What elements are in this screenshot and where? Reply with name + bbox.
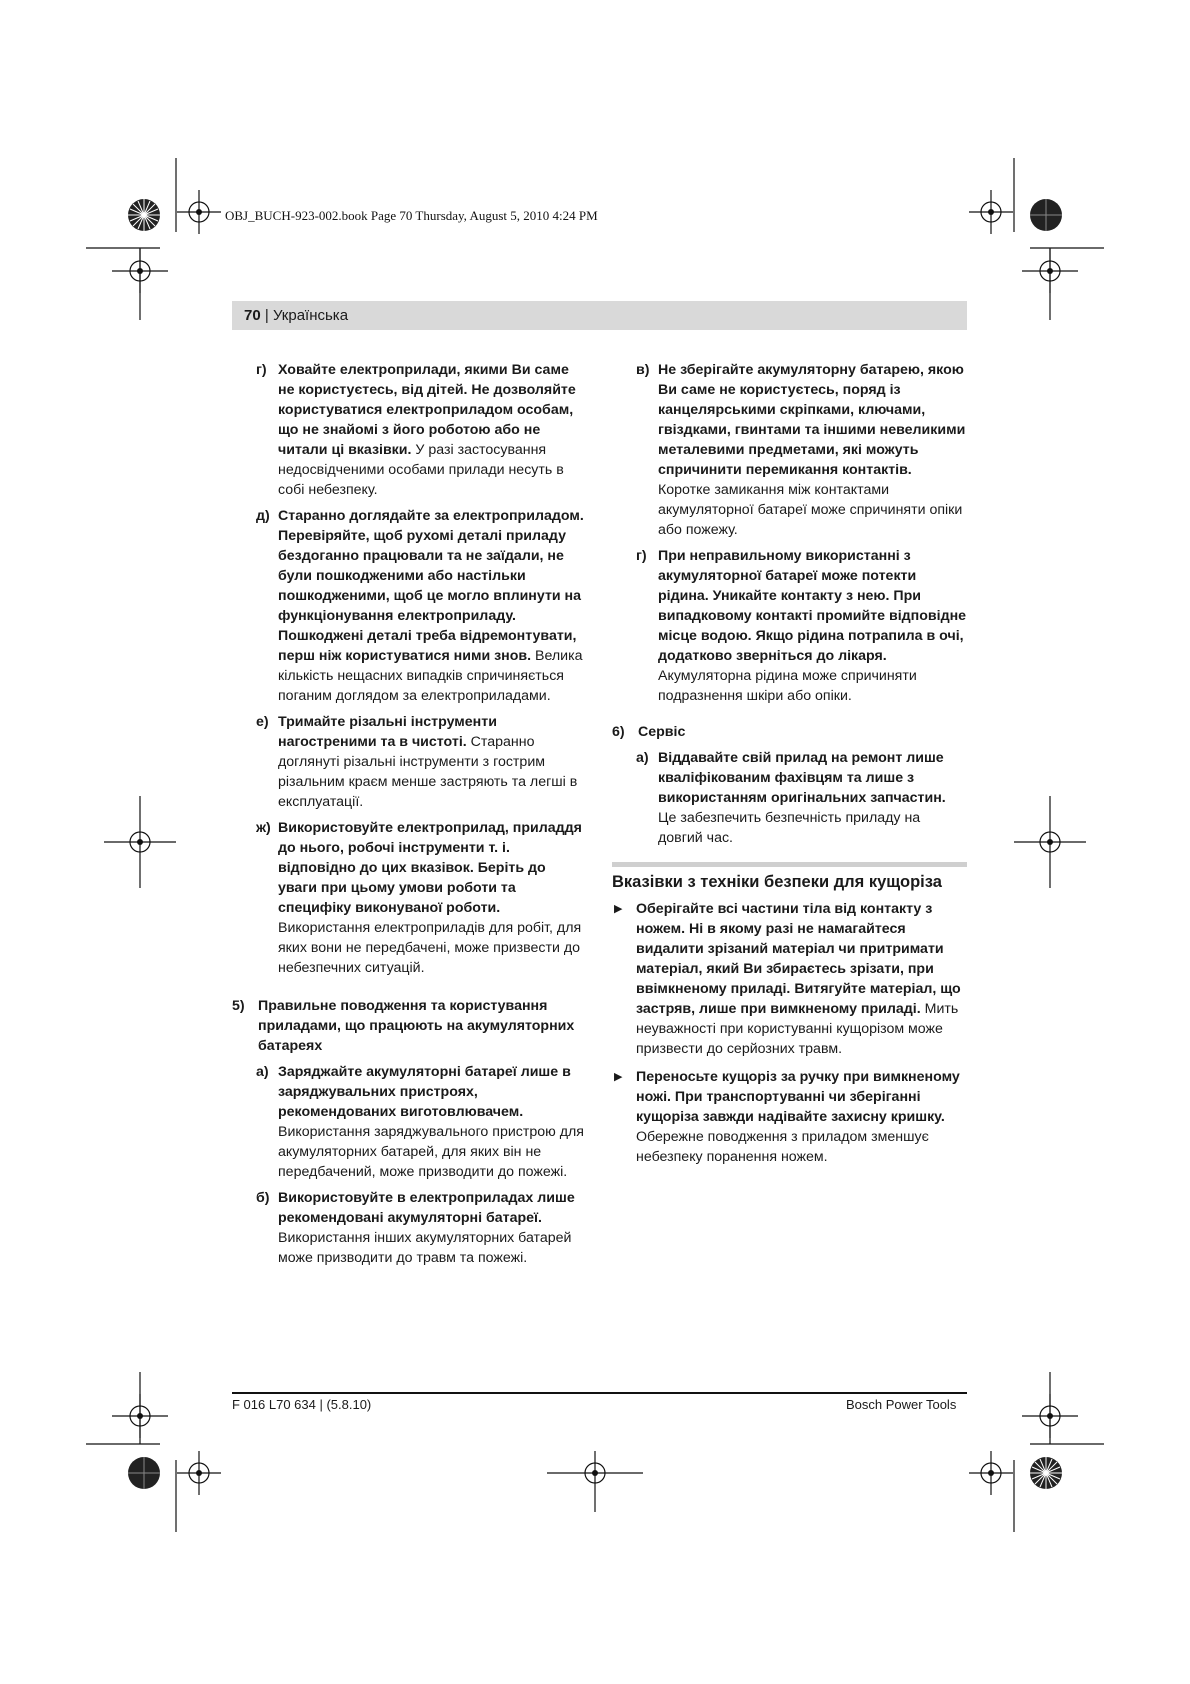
list-item: б) Використовуйте в електроприладах лише рекомендовані акумуляторні батареї. Використання інших акумуляторних батарей може призводити до травм та пожежі.	[256, 1190, 575, 1266]
list-item: а) Віддавайте свій прилад на ремонт лише кваліфікованим фахівцям та лише з використанням оригінальних запчастин. Це забезпечить безпечність приладу на довгий час.	[636, 750, 946, 846]
footer-brand: Bosch Power Tools	[846, 1397, 957, 1412]
section-heading: 6) Сервіс	[612, 724, 686, 740]
footer-doc-number: F 016 L70 634 | (5.8.10)	[232, 1397, 372, 1412]
section-divider	[612, 862, 967, 867]
left-column	[232, 360, 584, 1274]
section-heading: 5) Правильне поводження та користування приладами, що працюють на акумуляторних батареях	[232, 998, 575, 1054]
page-number: 70	[244, 307, 261, 324]
page-header-bar	[232, 301, 967, 330]
print-slug: OBJ_BUCH-923-002.book Page 70 Thursday, August 5, 2010 4:24 PM	[225, 208, 598, 223]
list-item: а) Заряджайте акумуляторні батареї лише в заряджувальних пристроях, рекомендованих виготовлювачем. Використання заряджувального пристрою для акумуляторних батарей, для яких він не передбачений, може призводити до пожежі.	[256, 1064, 584, 1180]
triangle-bullet-icon: ▶	[614, 903, 623, 915]
bullet-item: ▶ Переносьте кущоріз за ручку при вимкненому ножі. При транспортуванні чи зберіганні кущоріза завжди надівайте захисну кришку. Обережне поводження з приладом зменшує небезпеку поранення ножем.	[614, 1069, 960, 1165]
list-item: в) Не зберігайте акумуляторну батарею, якою Ви саме не користуєтесь, поряд із канцелярськими скріпками, ключами, гвіздками, гвинтами та іншими невеликими металевими предметами, які можуть спричинити перемикання контактів. Коротке замикання між контактами акумуляторної батареї може спричиняти опіки або пожежу.	[636, 362, 966, 538]
bullet-item: ▶ Оберігайте всі частини тіла від контакту з ножем. Ні в якому разі не намагайтеся видалити зрізаний матеріал чи притримати матеріал, який Ви збираєтесь зрізати, при ввімкненому приладі. Витягуйте матеріал, що застряв, лише при вимкненому приладі. Мить неуважності при користуванні кущорізом може призвести до серйозних травм.	[614, 901, 961, 1057]
list-item: г) При неправильному використанні з акумуляторної батареї може потекти рідина. Уникайте контакту з нею. При випадковому контакті промийте відповідне місце водою. Якщо рідина потрапила в очі, додатково зверніться до лікаря. Акумуляторна рідина може спричиняти подразнення шкіри або опіки.	[636, 548, 967, 704]
header-separator: |	[264, 307, 269, 324]
subheading: Вказівки з техніки безпеки для кущоріза	[612, 873, 942, 891]
footer-rule	[232, 1392, 967, 1394]
list-item: ж) Використовуйте електроприлад, приладдя до нього, робочі інструменти т. і. відповідно до цих вказівок. Беріть до уваги при цьому умови роботи та специфіку виконуваної роботи. Використання електроприладів для робіт, для яких вони не передбачені, може призвести до небезпечних ситуацій.	[256, 820, 582, 976]
list-item: д) Старанно доглядайте за електроприладом. Перевіряйте, щоб рухомі деталі приладу бездоганно працювали та не заїдали, не були пошкодженими або настільки пошкодженими, щоб це могло вплинути на функціонування електроприладу. Пошкоджені деталі треба відремонтувати, перш ніж користуватися ними знов. Велика кількість нещасних випадків спричиняється поганим доглядом за електроприладами.	[256, 508, 584, 704]
list-item: е) Тримайте різальні інструменти нагостреними та в чистоті. Старанно доглянуті різальні інструменти з гострим різальним краєм менше застряють та легші в експлуатації.	[256, 714, 578, 810]
page-header	[244, 307, 348, 324]
triangle-bullet-icon: ▶	[614, 1071, 623, 1083]
language-label: Українська	[272, 307, 349, 324]
list-item: г) Ховайте електроприлади, якими Ви саме не користуєтесь, від дітей. Не дозволяйте користуватися електроприладом особам, що не знайомі з його роботою або не читали ці вказівки. У разі застосування недосвідченими особами прилади несуть в собі небезпеку.	[256, 362, 576, 498]
right-column	[612, 360, 967, 1175]
